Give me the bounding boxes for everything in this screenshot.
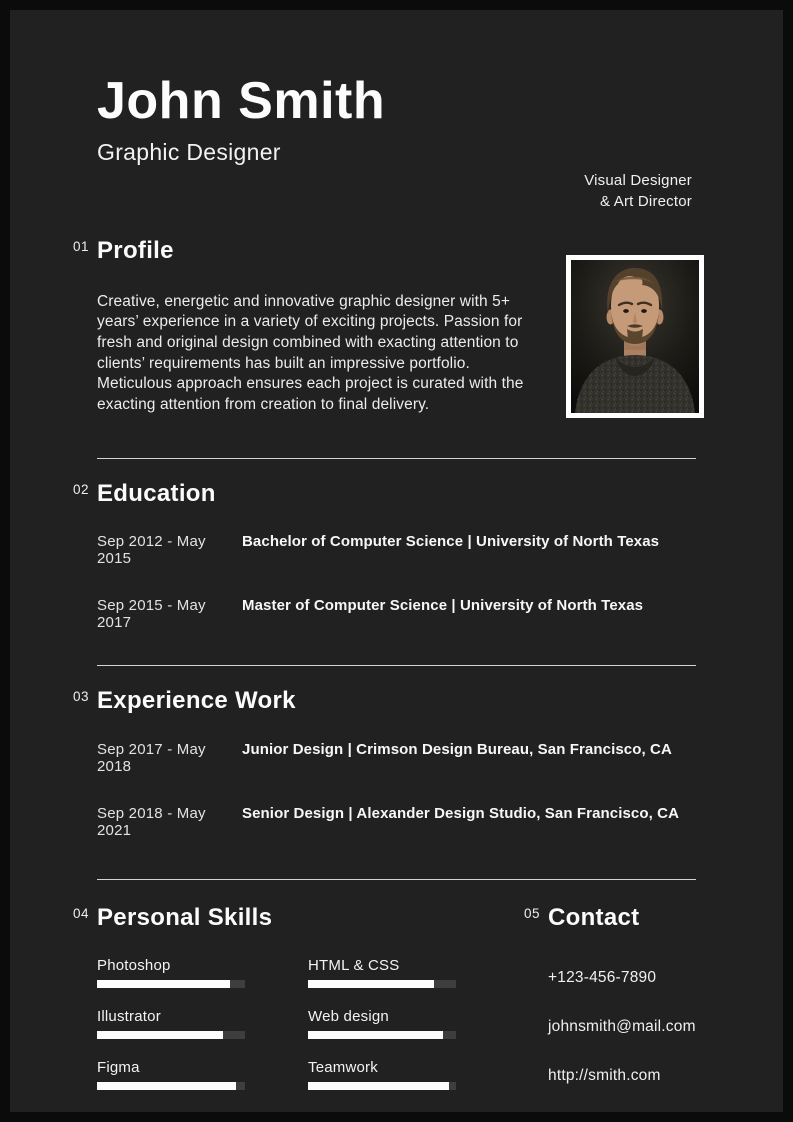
contact-list bbox=[548, 969, 783, 1085]
education-description: Bachelor of Computer Science | University of North Texas bbox=[242, 533, 660, 551]
skill-progress-fill bbox=[97, 1082, 236, 1090]
experience-list bbox=[97, 741, 783, 839]
experience-entry bbox=[97, 741, 783, 775]
skill-item bbox=[308, 1008, 519, 1039]
experience-dates: Sep 2018 - May 2021 bbox=[97, 804, 206, 839]
contact-email: johnsmith@mail.com bbox=[548, 1017, 696, 1035]
skill-item bbox=[308, 1059, 519, 1090]
skill-progress-fill bbox=[308, 1031, 443, 1039]
skill-item bbox=[97, 1008, 308, 1039]
divider bbox=[97, 665, 696, 666]
education-description: Master of Computer Science | University of North Texas bbox=[242, 597, 644, 615]
profile-section-title: Profile bbox=[97, 237, 174, 265]
experience-entry bbox=[97, 805, 783, 839]
section-education bbox=[73, 481, 783, 631]
skill-progress-fill bbox=[308, 980, 434, 988]
profile-section-number: 01 bbox=[73, 239, 90, 255]
contact-section-header bbox=[524, 905, 783, 931]
contact-website: http://smith.com bbox=[548, 1066, 661, 1084]
contact-section-number: 05 bbox=[524, 905, 541, 921]
experience-section-title: Experience Work bbox=[97, 687, 296, 715]
experience-description: Senior Design | Alexander Design Studio, San Francisco, CA bbox=[242, 804, 680, 822]
tagline-line-1: Visual Designer bbox=[584, 172, 692, 189]
skill-label: Illustrator bbox=[97, 1007, 161, 1025]
education-section-header bbox=[73, 481, 783, 507]
skill-label: Figma bbox=[97, 1058, 140, 1076]
person-name: John Smith bbox=[97, 72, 386, 130]
divider bbox=[97, 879, 696, 880]
education-dates: Sep 2012 - May 2015 bbox=[97, 533, 206, 568]
skill-progress-track bbox=[308, 980, 456, 988]
experience-dates: Sep 2017 - May 2018 bbox=[97, 740, 206, 775]
skill-progress-track bbox=[97, 1031, 245, 1039]
profile-summary-text: Creative, energetic and innovative graphic designer with 5+ years’ experience in a variety of exciting projects. Passion for fresh and original design combined with exacting attention to clients’ requirements has built an impressive portfolio. Meticulous approach ensures each project is curated with the exacting attention from creation to final delivery. bbox=[97, 292, 524, 414]
experience-section-header bbox=[73, 688, 783, 714]
skill-progress-track bbox=[308, 1031, 456, 1039]
education-dates: Sep 2015 - May 2017 bbox=[97, 597, 206, 632]
person-job-title: Graphic Designer bbox=[97, 139, 281, 166]
skill-progress-track bbox=[97, 980, 245, 988]
skill-progress-fill bbox=[97, 980, 230, 988]
experience-section-number: 03 bbox=[73, 689, 90, 705]
header bbox=[10, 10, 783, 166]
education-section-number: 02 bbox=[73, 481, 90, 497]
skill-item bbox=[308, 957, 519, 988]
education-entry bbox=[97, 597, 783, 631]
education-list bbox=[97, 533, 783, 631]
section-skills bbox=[73, 905, 524, 1090]
section-contact bbox=[524, 905, 783, 1090]
experience-description: Junior Design | Crimson Design Bureau, San Francisco, CA bbox=[242, 740, 672, 758]
skill-item bbox=[97, 957, 308, 988]
skill-progress-track bbox=[308, 1082, 456, 1090]
section-experience bbox=[73, 688, 783, 838]
education-entry bbox=[97, 533, 783, 567]
tagline bbox=[584, 170, 692, 212]
skill-label: HTML & CSS bbox=[308, 956, 400, 974]
skills-grid bbox=[97, 957, 524, 1090]
skill-label: Photoshop bbox=[97, 956, 171, 974]
skills-section-header bbox=[73, 905, 524, 931]
skill-label: Teamwork bbox=[308, 1058, 378, 1076]
skill-progress-fill bbox=[97, 1031, 223, 1039]
skills-section-number: 04 bbox=[73, 905, 90, 921]
education-section-title: Education bbox=[97, 479, 216, 507]
tagline-line-2: & Art Director bbox=[600, 193, 692, 210]
skill-progress-fill bbox=[308, 1082, 449, 1090]
skills-section-title: Personal Skills bbox=[97, 903, 273, 931]
contact-section-title: Contact bbox=[548, 903, 640, 931]
contact-phone: +123-456-7890 bbox=[548, 968, 657, 986]
skill-progress-track bbox=[97, 1082, 245, 1090]
skill-label: Web design bbox=[308, 1007, 389, 1025]
skill-item bbox=[97, 1059, 308, 1090]
divider bbox=[97, 458, 696, 459]
portrait-illustration bbox=[571, 260, 699, 413]
portrait-photo bbox=[566, 255, 704, 418]
bottom-columns bbox=[73, 905, 783, 1090]
